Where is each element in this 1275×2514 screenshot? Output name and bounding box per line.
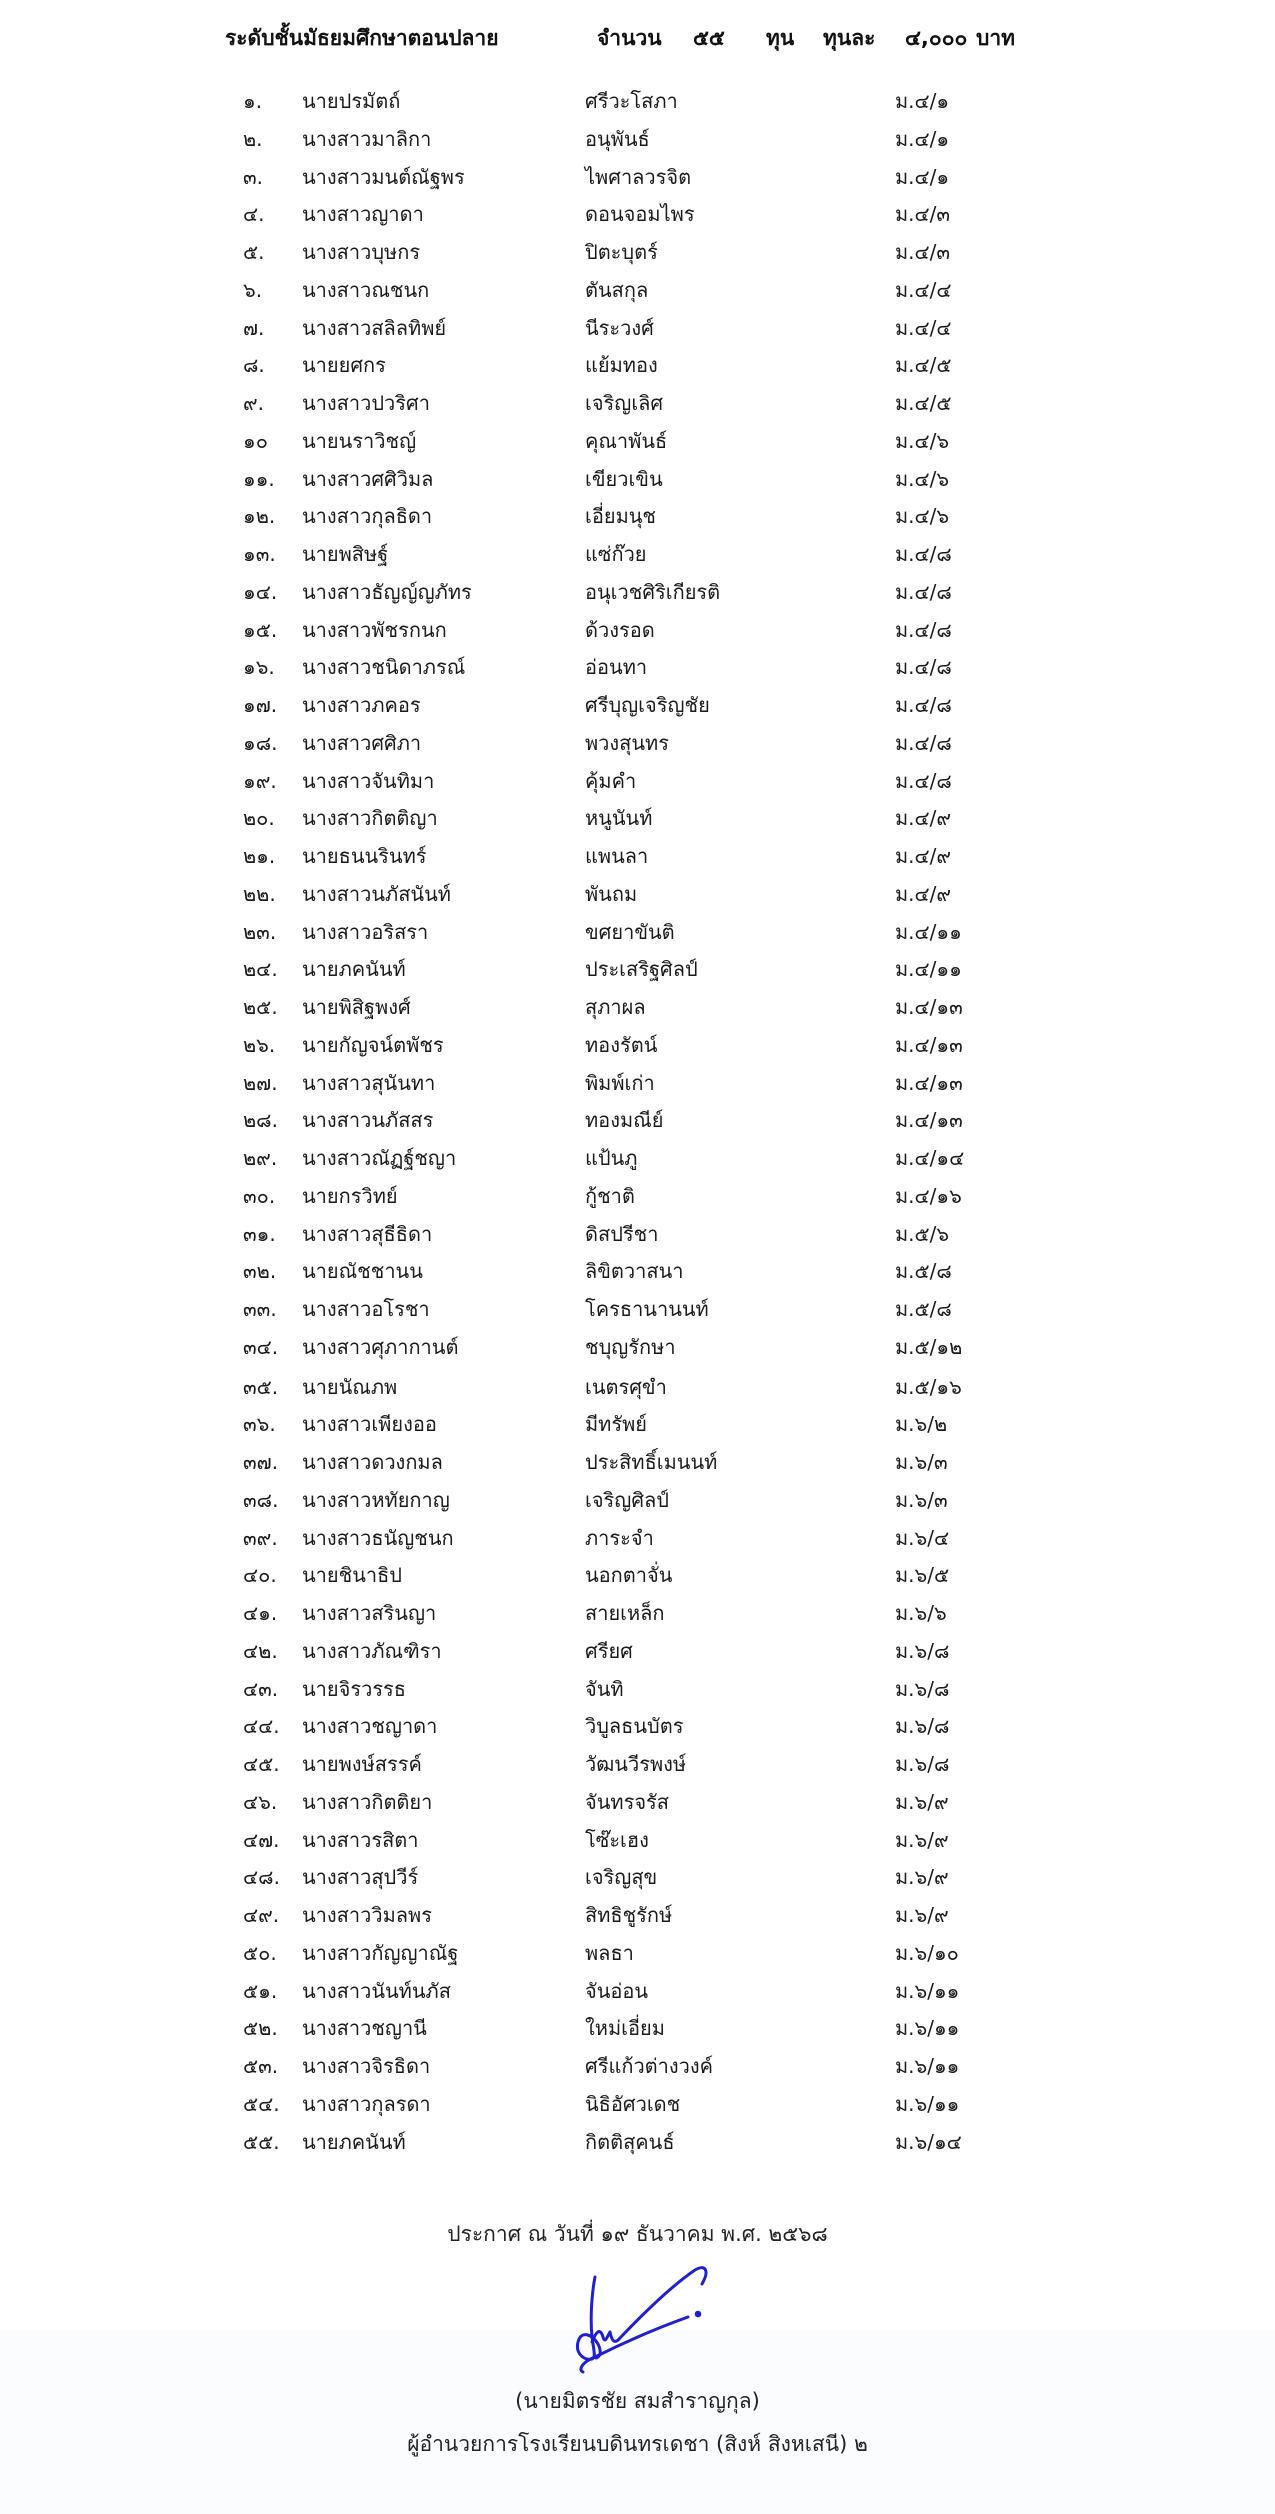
row-number: ๙.	[243, 391, 265, 415]
student-last-name: ศรีวะโสภา	[585, 89, 678, 113]
student-row	[0, 1822, 1275, 1858]
student-class: ม.๔/๕	[895, 391, 952, 415]
row-number: ๕๓.	[243, 2054, 279, 2078]
student-first-name: นางสาวกัญญาณัฐ	[302, 1940, 459, 1965]
student-row	[0, 1444, 1275, 1480]
student-row	[0, 800, 1275, 836]
student-class: ม.๖/๒	[895, 1412, 948, 1437]
student-class: ม.๔/๑๓	[895, 995, 963, 1019]
student-last-name: อนุเวชศิริเกียรติ	[585, 579, 721, 604]
student-row	[0, 649, 1275, 685]
per-scholarship-label: ทุนละ	[823, 26, 876, 50]
signature-dot	[696, 2312, 700, 2316]
student-last-name: โครธานานนท์	[585, 1297, 709, 1321]
student-row	[0, 1102, 1275, 1138]
student-first-name: นางสาวกิตติยา	[302, 1789, 433, 1814]
student-first-name: นางสาวชนิดาภรณ์	[302, 655, 466, 680]
student-row	[0, 121, 1275, 157]
row-number: ๓๗.	[243, 1450, 279, 1474]
student-first-name: นายปรมัตถ์	[302, 89, 401, 113]
student-last-name: มีทรัพย์	[585, 1412, 648, 1437]
student-class: ม.๖/๓	[895, 1487, 948, 1512]
row-number: ๑๐	[243, 428, 268, 453]
student-first-name: นางสาวณัฏฐ์ชญา	[302, 1146, 457, 1170]
student-first-name: นางสาวนภัสสร	[302, 1108, 434, 1133]
student-first-name: นางสาวเพียงออ	[302, 1412, 437, 1437]
student-first-name: นางสาวสุธีธิดา	[302, 1221, 433, 1246]
student-class: ม.๔/๔	[895, 315, 952, 340]
student-class: ม.๖/๑๐	[895, 1940, 959, 1965]
student-last-name: อ่อนทา	[585, 655, 648, 680]
row-number: ๓๘.	[243, 1487, 279, 1512]
student-class: ม.๖/๘	[895, 1714, 950, 1739]
student-first-name: นายนัณภพ	[302, 1374, 398, 1399]
student-class: ม.๖/๑๑	[895, 2091, 960, 2116]
student-last-name: พวงสุนทร	[585, 730, 669, 755]
row-number: ๕๑.	[243, 1978, 278, 2003]
student-last-name: นอกตาจั่น	[585, 1563, 673, 1588]
student-row	[0, 2124, 1275, 2160]
row-number: ๑๗.	[243, 693, 278, 717]
student-row	[0, 1140, 1275, 1176]
student-last-name: คุ้มคำ	[585, 768, 637, 793]
student-last-name: ปิตะบุตร์	[585, 240, 658, 264]
row-number: ๑๕.	[243, 617, 278, 642]
row-number: ๓.	[243, 164, 264, 189]
student-row	[0, 310, 1275, 346]
row-number: ๕๔.	[243, 2091, 280, 2116]
student-class: ม.๔/๘	[895, 542, 952, 566]
scholarship-count: ๕๕	[693, 26, 725, 50]
student-first-name: นางสาวชญาดา	[302, 1714, 438, 1739]
student-row	[0, 574, 1275, 610]
student-last-name: หนูนันท์	[585, 806, 653, 831]
student-first-name: นางสาวจิรธิดา	[302, 2054, 431, 2078]
student-class: ม.๔/๑๖	[895, 1183, 962, 1208]
student-last-name: พิมพ์เก่า	[585, 1070, 655, 1095]
student-first-name: นายกัญจน์ตพัชร	[302, 1032, 444, 1057]
document-header	[0, 22, 1275, 58]
student-row	[0, 1291, 1275, 1327]
row-number: ๕.	[243, 240, 265, 264]
student-row	[0, 914, 1275, 950]
student-class: ม.๔/๘	[895, 655, 952, 680]
row-number: ๔๒.	[243, 1638, 278, 1663]
student-class: ม.๔/๑๓	[895, 1070, 963, 1095]
student-row	[0, 1406, 1275, 1442]
student-last-name: สายเหล็ก	[585, 1601, 665, 1625]
student-first-name: นางสาวธนัญชนก	[302, 1525, 454, 1550]
scholarship-amount: ๔,๐๐๐	[905, 26, 968, 50]
row-number: ๗.	[243, 315, 265, 340]
student-last-name: ประเสริฐศิลป์	[585, 957, 698, 982]
count-label: จำนวน	[597, 26, 662, 50]
student-class: ม.๕/๑๖	[895, 1374, 962, 1399]
student-class: ม.๖/๕	[895, 1563, 950, 1588]
student-class: ม.๖/๖	[895, 1601, 947, 1625]
student-first-name: นางสาวนันท์นภัส	[302, 1978, 451, 2003]
student-class: ม.๔/๑๓	[895, 1108, 963, 1133]
student-class: ม.๖/๘	[895, 1752, 950, 1776]
signature-stroke	[577, 2277, 600, 2359]
student-row	[0, 1178, 1275, 1214]
row-number: ๒๙.	[243, 1146, 278, 1170]
row-number: ๔๔.	[243, 1714, 280, 1739]
row-number: ๓๕.	[243, 1374, 279, 1399]
student-first-name: นางสาวดวงกมล	[302, 1450, 443, 1474]
student-last-name: ใหม่เอี่ยม	[585, 2016, 665, 2041]
student-last-name: ดิสปรีชา	[585, 1221, 659, 1246]
student-row	[0, 234, 1275, 270]
row-number: ๔๐.	[243, 1563, 277, 1588]
student-last-name: คุณาพันธ์	[585, 428, 668, 453]
row-number: ๓๙.	[243, 1525, 278, 1550]
student-first-name: นายณัชชานน	[302, 1259, 423, 1284]
student-class: ม.๖/๓	[895, 1450, 948, 1474]
student-row	[0, 347, 1275, 383]
student-last-name: วิบูลธนบัตร	[585, 1714, 684, 1739]
student-last-name: จันทรจรัส	[585, 1789, 669, 1814]
student-row	[0, 1973, 1275, 2009]
student-row	[0, 1633, 1275, 1669]
row-number: ๔๓.	[243, 1676, 279, 1701]
student-class: ม.๔/๙	[895, 806, 952, 831]
student-class: ม.๔/๖	[895, 466, 950, 491]
student-last-name: ขศยาขันติ	[585, 919, 675, 944]
student-class: ม.๖/๙	[895, 1789, 949, 1814]
student-first-name: นางสาวกุลธิดา	[302, 504, 433, 529]
student-class: ม.๖/๑๑	[895, 2054, 960, 2078]
student-last-name: พลธา	[585, 1940, 634, 1965]
student-last-name: วัฒนวีรพงษ์	[585, 1752, 687, 1776]
student-row	[0, 498, 1275, 534]
student-last-name: แป้นภู	[585, 1146, 638, 1170]
student-last-name: จันอ่อน	[585, 1978, 649, 2003]
student-row	[0, 725, 1275, 761]
student-class: ม.๕/๘	[895, 1297, 952, 1321]
student-last-name: ภาระจำ	[585, 1525, 654, 1550]
student-row	[0, 83, 1275, 119]
signer-title: ผู้อำนวยการโรงเรียนบดินทรเดชา (สิงห์ สิงหเสนี) ๒	[407, 2432, 868, 2456]
student-row	[0, 1027, 1275, 1063]
student-row	[0, 1369, 1275, 1405]
student-class: ม.๖/๙	[895, 1903, 949, 1927]
currency-label: บาท	[976, 26, 1015, 50]
student-last-name: เนตรศุขำ	[585, 1374, 667, 1399]
student-row	[0, 159, 1275, 195]
student-row	[0, 1065, 1275, 1101]
student-row	[0, 423, 1275, 459]
row-number: ๑๑.	[243, 466, 275, 491]
row-number: ๓๔.	[243, 1334, 279, 1359]
row-number: ๒๘.	[243, 1108, 278, 1133]
student-class: ม.๔/๘	[895, 730, 952, 755]
row-number: ๓๓.	[243, 1297, 277, 1321]
student-last-name: เขียวเขิน	[585, 466, 663, 491]
student-first-name: นางสาวรสิตา	[302, 1827, 419, 1852]
student-first-name: นางสาวสุปวีร์	[302, 1865, 419, 1890]
student-row	[0, 1557, 1275, 1593]
student-row	[0, 272, 1275, 308]
student-row	[0, 2048, 1275, 2084]
student-class: ม.๖/๘	[895, 1638, 950, 1663]
row-number: ๘.	[243, 353, 265, 378]
student-row	[0, 1216, 1275, 1252]
student-first-name: นางสาวสลิลทิพย์	[302, 315, 447, 340]
student-row	[0, 989, 1275, 1025]
student-last-name: ศรีบุญเจริญชัย	[585, 693, 710, 717]
student-first-name: นางสาวญาดา	[302, 202, 424, 227]
row-number: ๔๕.	[243, 1752, 280, 1776]
student-first-name: นายยศกร	[302, 353, 386, 378]
student-class: ม.๖/๑๑	[895, 2016, 960, 2041]
row-number: ๒๓.	[243, 919, 277, 944]
student-first-name: นางสาวมนต์ณัฐพร	[302, 164, 465, 189]
student-class: ม.๔/๙	[895, 844, 952, 868]
student-class: ม.๖/๙	[895, 1827, 949, 1852]
student-class: ม.๔/๑๑	[895, 957, 962, 982]
student-class: ม.๖/๘	[895, 1676, 950, 1701]
signature-image	[570, 2262, 730, 2380]
student-row	[0, 763, 1275, 799]
student-class: ม.๔/๓	[895, 202, 951, 227]
student-row	[0, 1897, 1275, 1933]
row-number: ๓๒.	[243, 1259, 277, 1284]
student-first-name: นางสาวกุลรดา	[302, 2091, 431, 2116]
student-class: ม.๔/๑๔	[895, 1146, 965, 1170]
row-number: ๓๑.	[243, 1221, 276, 1246]
student-class: ม.๔/๘	[895, 579, 952, 604]
student-first-name: นายภคนันท์	[302, 2129, 406, 2154]
student-last-name: เจริญศิลป์	[585, 1487, 669, 1512]
student-last-name: ลิขิตวาสนา	[585, 1259, 684, 1284]
student-first-name: นายชินาธิป	[302, 1563, 402, 1588]
row-number: ๑๒.	[243, 504, 276, 529]
student-class: ม.๔/๑	[895, 126, 950, 151]
student-class: ม.๔/๑๓	[895, 1032, 963, 1057]
student-row	[0, 687, 1275, 723]
student-class: ม.๔/๓	[895, 240, 951, 264]
student-first-name: นางสาวภัณฑิรา	[302, 1638, 442, 1663]
student-last-name: นีระวงศ์	[585, 315, 654, 340]
student-class: ม.๔/๔	[895, 277, 952, 302]
student-first-name: นางสาวชญานี	[302, 2016, 427, 2041]
student-last-name: เอี่ยมนุช	[585, 504, 656, 529]
student-class: ม.๖/๙	[895, 1865, 949, 1890]
student-last-name: กิตติสุคนธ์	[585, 2129, 675, 2154]
student-last-name: ด้วงรอด	[585, 617, 655, 642]
student-last-name: ศรียศ	[585, 1638, 633, 1663]
row-number: ๔๙.	[243, 1903, 280, 1927]
row-number: ๒๔.	[243, 957, 278, 982]
student-row	[0, 1520, 1275, 1556]
row-number: ๑๖.	[243, 655, 275, 680]
row-number: ๒๖.	[243, 1032, 276, 1057]
row-number: ๑๘.	[243, 730, 278, 755]
student-class: ม.๔/๑	[895, 164, 950, 189]
student-row	[0, 1482, 1275, 1518]
row-number: ๓๐.	[243, 1183, 276, 1208]
row-number: ๒๗.	[243, 1070, 278, 1095]
student-last-name: ประสิทธิ์เมนนท์	[585, 1450, 718, 1474]
student-last-name: จันทิ	[585, 1676, 624, 1701]
student-class: ม.๔/๘	[895, 768, 952, 793]
student-last-name: ศรีแก้วต่างวงค์	[585, 2054, 714, 2078]
student-class: ม.๔/๕	[895, 353, 952, 378]
student-row	[0, 951, 1275, 987]
student-first-name: นางสาววิมลพร	[302, 1903, 432, 1927]
student-last-name: แพนลา	[585, 844, 649, 868]
student-class: ม.๖/๔	[895, 1525, 950, 1550]
row-number: ๓๖.	[243, 1412, 276, 1437]
student-class: ม.๔/๖	[895, 504, 950, 529]
student-last-name: เจริญเลิศ	[585, 391, 664, 415]
student-first-name: นางสาวบุษกร	[302, 240, 421, 264]
student-row	[0, 2010, 1275, 2046]
student-row	[0, 1708, 1275, 1744]
student-first-name: นางสาวณชนก	[302, 277, 430, 302]
student-row	[0, 1329, 1275, 1365]
student-first-name: นางสาวพัชรกนก	[302, 617, 447, 642]
student-first-name: นางสาวศศิวิมล	[302, 466, 434, 491]
student-first-name: นายพงษ์สรรค์	[302, 1752, 422, 1776]
student-row	[0, 1253, 1275, 1289]
student-row	[0, 876, 1275, 912]
student-first-name: นางสาวนภัสนันท์	[302, 881, 451, 906]
row-number: ๖.	[243, 277, 263, 302]
student-first-name: นางสาวอริสรา	[302, 919, 429, 944]
student-first-name: นางสาวศศิภา	[302, 730, 422, 755]
student-row	[0, 1859, 1275, 1895]
student-last-name: ตันสกุล	[585, 277, 649, 302]
student-row	[0, 461, 1275, 497]
student-class: ม.๖/๑๑	[895, 1978, 960, 2003]
row-number: ๕๒.	[243, 2016, 278, 2041]
student-first-name: นางสาวธัญญ์ญภัทร	[302, 579, 472, 604]
student-first-name: นางสาวมาลิกา	[302, 126, 432, 151]
student-class: ม.๔/๙	[895, 881, 952, 906]
student-first-name: นายภคนันท์	[302, 957, 406, 982]
student-row	[0, 196, 1275, 232]
student-first-name: นายนราวิชญ์	[302, 428, 417, 453]
student-last-name: ทองรัตน์	[585, 1032, 658, 1057]
student-row	[0, 385, 1275, 421]
student-class: ม.๔/๑๑	[895, 919, 962, 944]
row-number: ๑๓.	[243, 542, 276, 566]
student-class: ม.๔/๘	[895, 693, 952, 717]
row-number: ๕๕.	[243, 2129, 280, 2154]
student-row	[0, 1671, 1275, 1707]
student-first-name: นางสาวหทัยกาญ	[302, 1487, 450, 1512]
count-unit: ทุน	[766, 26, 795, 50]
student-last-name: นิธิอัศวเดช	[585, 2091, 681, 2116]
row-number: ๑.	[243, 89, 263, 113]
student-last-name: โซ๊ะเฮง	[585, 1827, 649, 1852]
student-first-name: นางสาวจันทิมา	[302, 768, 435, 793]
student-first-name: นายพิสิฐพงศ์	[302, 995, 411, 1019]
student-row	[0, 1784, 1275, 1820]
student-last-name: อนุพันธ์	[585, 126, 650, 151]
education-level-title: ระดับชั้นมัธยมศึกษาตอนปลาย	[225, 26, 499, 50]
row-number: ๑๔.	[243, 579, 278, 604]
student-row	[0, 2086, 1275, 2122]
student-last-name: ทองมณีย์	[585, 1108, 664, 1133]
student-class: ม.๖/๑๔	[895, 2129, 962, 2154]
row-number: ๑๙.	[243, 768, 277, 793]
student-last-name: พันถม	[585, 881, 638, 906]
student-last-name: สิทธิชูรักษ์	[585, 1903, 673, 1927]
row-number: ๔๘.	[243, 1865, 280, 1890]
row-number: ๒๒.	[243, 881, 276, 906]
student-class: ม.๕/๘	[895, 1259, 952, 1284]
row-number: ๔๗.	[243, 1827, 280, 1852]
row-number: ๒๑.	[243, 844, 276, 868]
row-number: ๒๕.	[243, 995, 278, 1019]
student-class: ม.๕/๑๒	[895, 1334, 963, 1359]
student-last-name: แย้มทอง	[585, 353, 658, 378]
student-last-name: ดอนจอมไพร	[585, 202, 695, 227]
row-number: ๔๖.	[243, 1789, 278, 1814]
student-first-name: นางสาวสรินญา	[302, 1601, 437, 1625]
announcement-date: ประกาศ ณ วันที่ ๑๙ ธันวาคม พ.ศ. ๒๕๖๘	[447, 2222, 828, 2246]
row-number: ๕๐.	[243, 1940, 277, 1965]
student-last-name: กู้ชาติ	[585, 1183, 635, 1208]
student-first-name: นางสาวอโรชา	[302, 1297, 430, 1321]
student-class: ม.๔/๑	[895, 89, 950, 113]
signer-name: (นายมิตรชัย สมสำราญกุล)	[515, 2389, 760, 2413]
student-class: ม.๔/๖	[895, 428, 950, 453]
student-first-name: นายจิรวรรธ	[302, 1676, 407, 1701]
row-number: ๒.	[243, 126, 263, 151]
student-class: ม.๕/๖	[895, 1221, 950, 1246]
student-first-name: นางสาวภคอร	[302, 693, 421, 717]
row-number: ๔๑.	[243, 1601, 278, 1625]
student-last-name: ไพศาลวรจิต	[585, 164, 692, 189]
student-class: ม.๔/๘	[895, 617, 952, 642]
student-last-name: สุภาผล	[585, 995, 646, 1019]
student-row	[0, 612, 1275, 648]
student-first-name: นายกรวิทย์	[302, 1183, 398, 1208]
student-row	[0, 536, 1275, 572]
student-last-name: ชบุญรักษา	[585, 1334, 676, 1359]
student-first-name: นางสาวสุนันทา	[302, 1070, 436, 1095]
student-first-name: นายพสิษฐ์	[302, 542, 389, 566]
student-first-name: นางสาวปวริศา	[302, 391, 430, 415]
student-last-name: เจริญสุข	[585, 1865, 658, 1890]
row-number: ๔.	[243, 202, 265, 227]
student-first-name: นายธนนรินทร์	[302, 844, 427, 868]
student-row	[0, 1746, 1275, 1782]
student-row	[0, 1935, 1275, 1971]
student-first-name: นางสาวศุภากานต์	[302, 1334, 459, 1359]
student-first-name: นางสาวกิตติญา	[302, 806, 438, 831]
student-last-name: แซ่ก๊วย	[585, 542, 647, 566]
row-number: ๒๐.	[243, 806, 275, 831]
student-row	[0, 1595, 1275, 1631]
student-row	[0, 838, 1275, 874]
